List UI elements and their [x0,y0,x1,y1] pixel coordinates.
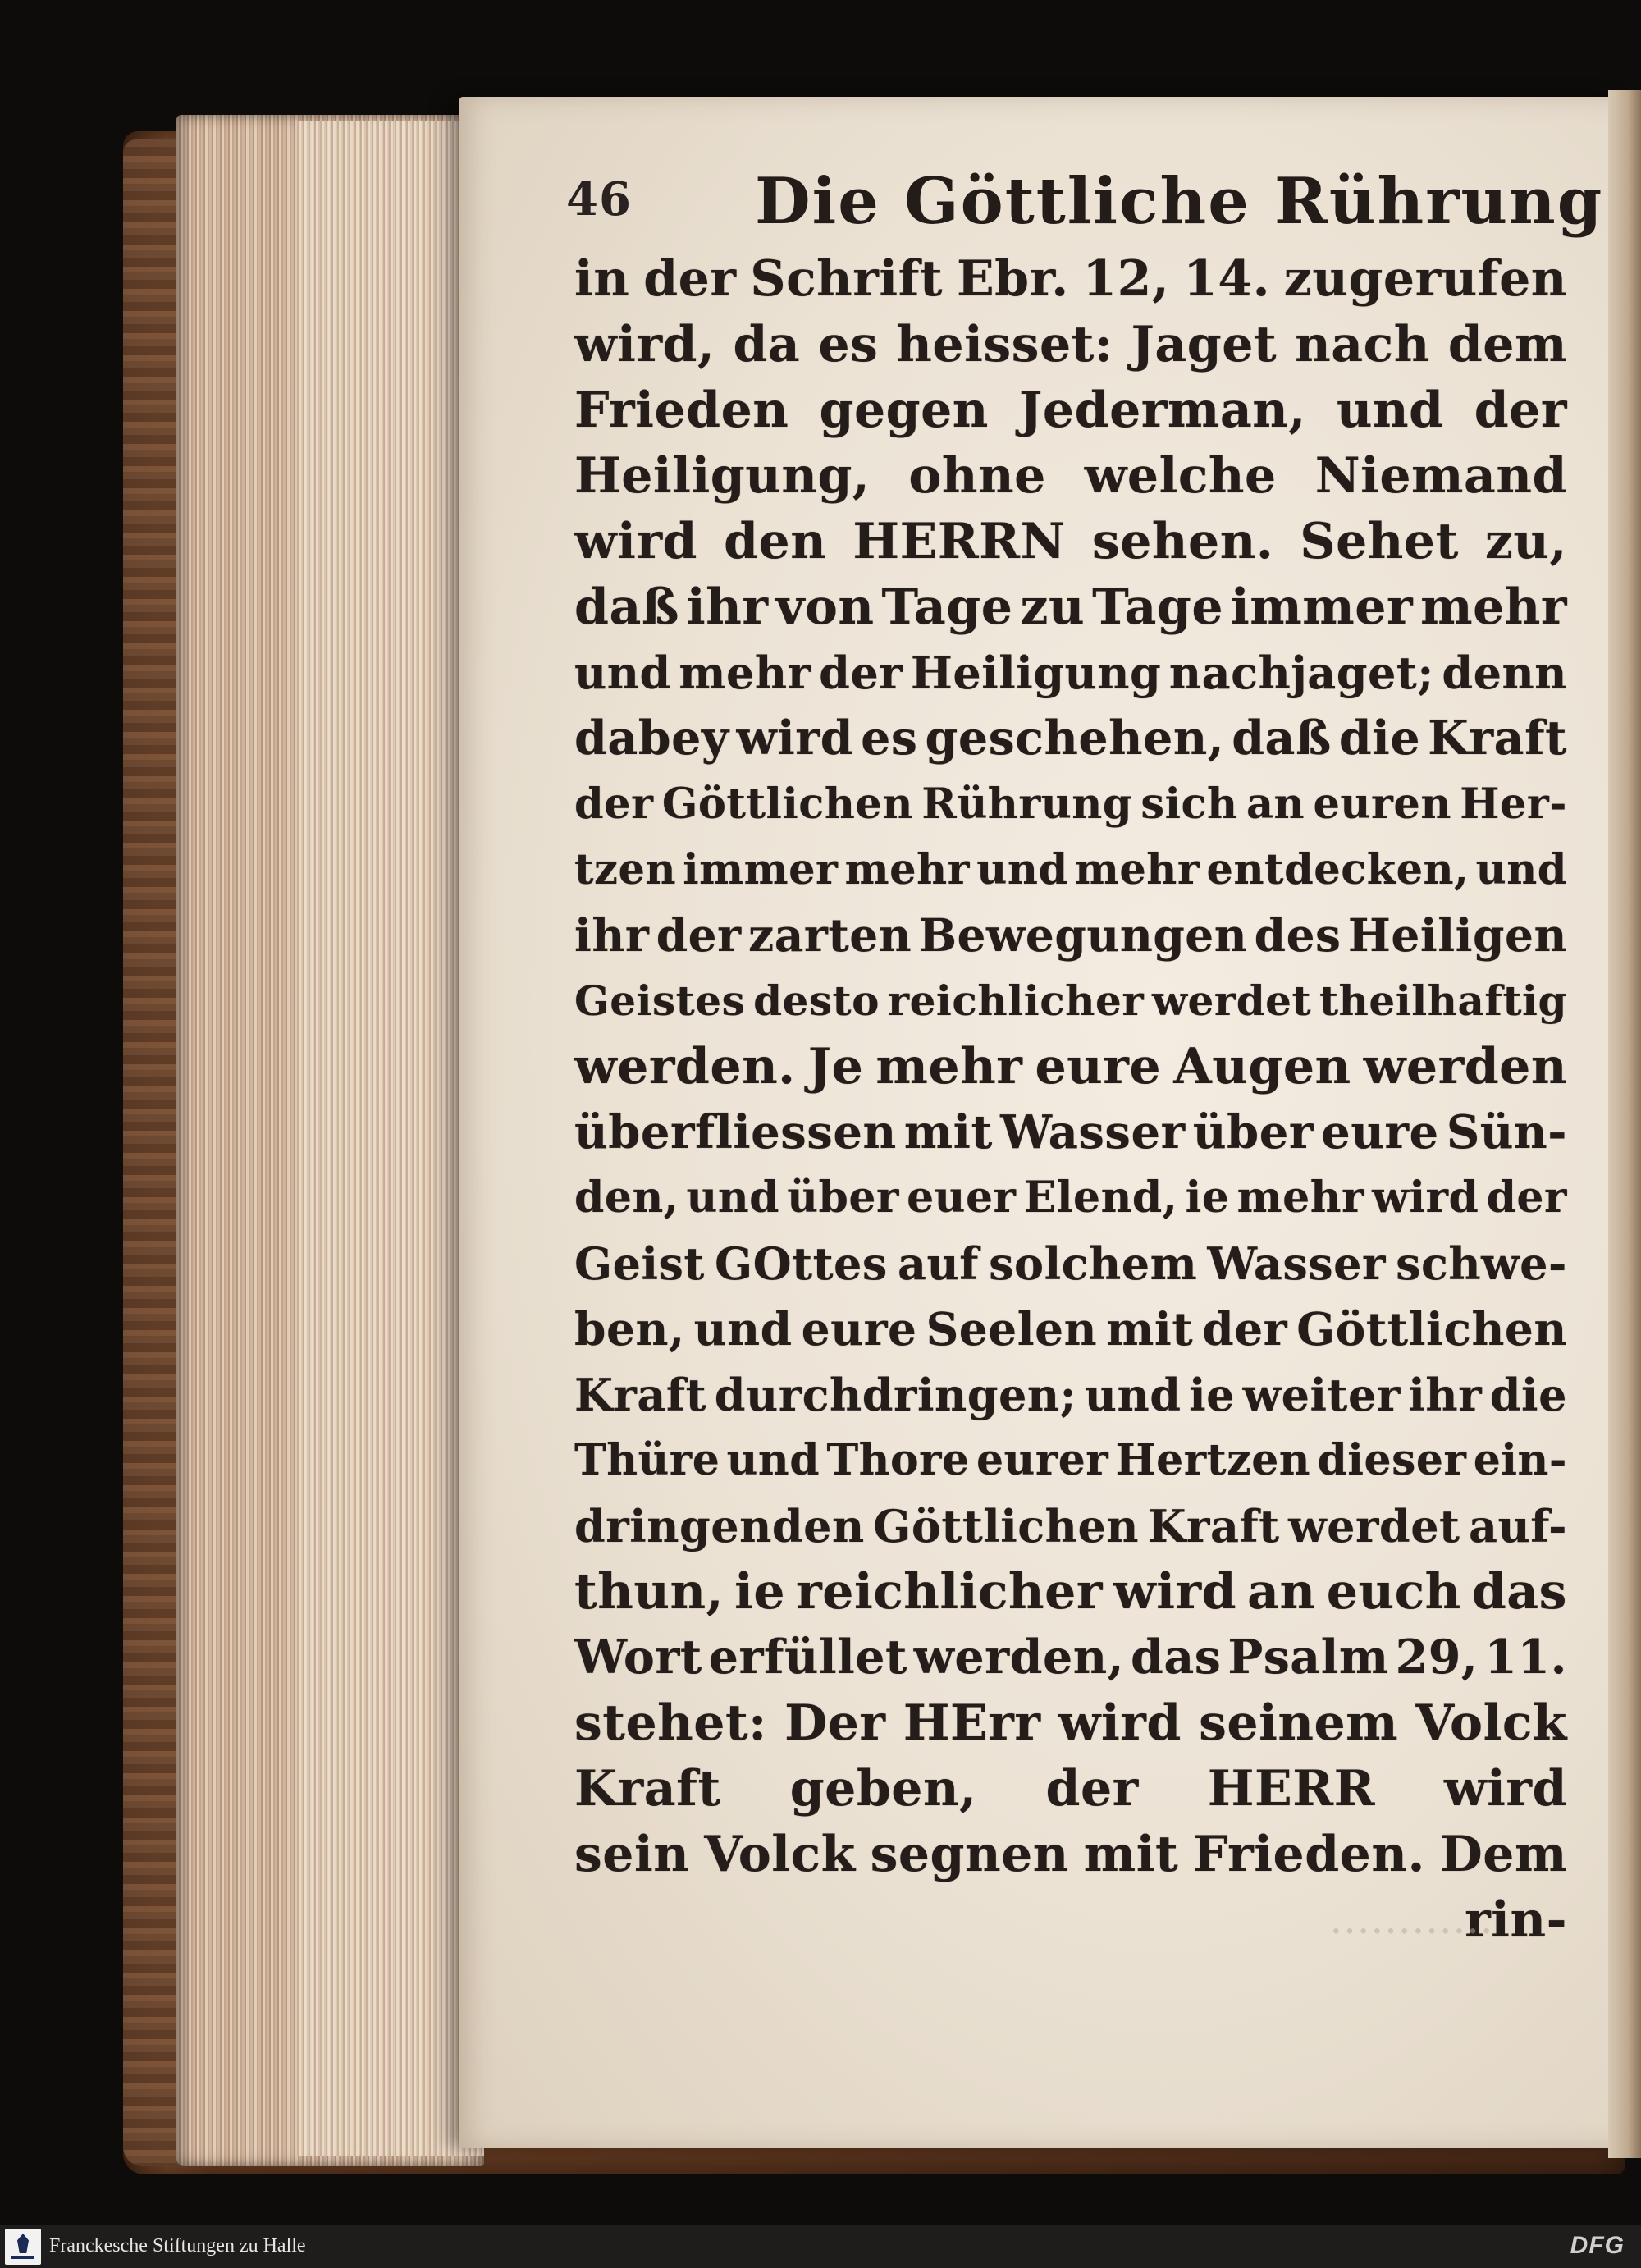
show-through-shadow: ………… [1329,1895,1493,1943]
text-line: stehet: Der HErr wird seinem Volck [574,1694,1567,1752]
text-line: in der Schrift Ebr. 12, 14. zugerufen [574,250,1567,308]
running-head-title: Die Göttliche Rührung [755,164,1604,239]
text-line: Thüre und Thore eurer Hertzen dieser ein- [574,1435,1567,1485]
footer-dfg-logo: DFG [1570,2232,1625,2259]
text-line: wird den HERRN sehen. Sehet zu, [574,513,1567,570]
footer-institution: Franckesche Stiftungen zu Halle [49,2235,306,2257]
text-line: dringenden Göttlichen Kraft werdet auf- [574,1500,1567,1552]
text-line: sein Volck segnen mit Frieden. Dem [574,1826,1567,1883]
text-line: thun, ie reichlicher wird an euch das [574,1563,1567,1621]
text-line: tzen immer mehr und mehr entdecken, und [574,845,1567,894]
text-line: dabey wird es geschehen, daß die Kraft [574,711,1567,766]
text-line: Geistes desto reichlicher werdet theilhaftig [574,976,1567,1025]
catchword: rin- [1465,1891,1567,1949]
text-line: Wort erfüllet werden, das Psalm 29, 11. [574,1630,1567,1685]
running-head [566,164,1604,254]
body-text [574,246,1567,1961]
text-line: daß ihr von Tage zu Tage immer mehr [574,578,1567,636]
text-line: Kraft geben, der HERR wird [574,1760,1567,1818]
text-line: den, und über euer Elend, ie mehr wird der [574,1173,1567,1223]
francke-foundation-logo-icon [5,2229,41,2265]
text-line: Kraft durchdringen; und ie weiter ihr die [574,1369,1567,1421]
text-line: Heiligung, ohne welche Niemand [574,447,1567,505]
page-block-inner-edges [295,121,484,2156]
page-number: 46 [566,172,632,226]
text-line: werden. Je mehr eure Augen werden [574,1038,1567,1095]
text-line: Frieden gegen Jederman, und der [574,382,1567,439]
text-line: Geist GOttes auf solchem Wasser schwe- [574,1237,1567,1290]
text-line: ben, und eure Seelen mit der Göttlichen [574,1302,1567,1356]
footer-bar [0,2225,1641,2268]
page-right-edge [1608,90,1641,2158]
text-line: wird, da es heisset: Jaget nach dem [574,316,1567,373]
text-line: und mehr der Heiligung nachjaget; denn [574,647,1567,699]
text-line: der Göttlichen Rührung sich an euren Her- [574,780,1567,829]
text-line: ihr der zarten Bewegungen des Heiligen [574,908,1567,962]
text-line: überfliessen mit Wasser über eure Sün- [574,1105,1567,1159]
